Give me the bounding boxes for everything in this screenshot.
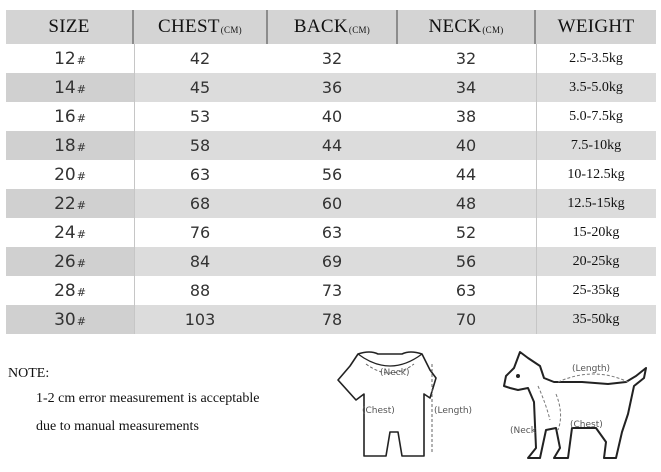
table-row bbox=[6, 160, 656, 189]
back-cell: 40 bbox=[321, 107, 343, 126]
table-row bbox=[6, 73, 656, 102]
back-cell: 78 bbox=[321, 310, 343, 329]
neck-cell: 40 bbox=[455, 136, 477, 155]
table-row bbox=[6, 276, 656, 305]
weight-cell: 7.5-10kg bbox=[570, 137, 622, 153]
weight-cell: 2.5-3.5kg bbox=[569, 50, 623, 66]
dog-neck-label: (Neck bbox=[510, 426, 536, 436]
chest-cell: 84 bbox=[189, 252, 211, 271]
table-header bbox=[6, 10, 656, 44]
dog-length-label: (Length) bbox=[572, 364, 611, 374]
back-cell: 56 bbox=[321, 165, 343, 184]
dog-chest-label: (Chest) bbox=[570, 420, 603, 430]
weight-cell: 35-50kg bbox=[572, 311, 620, 327]
dog-measure-diagram bbox=[498, 348, 656, 464]
back-cell: 69 bbox=[321, 252, 343, 271]
size-value: 22 bbox=[54, 193, 76, 214]
size-cell bbox=[6, 131, 134, 160]
weight-cell: 5.0-7.5kg bbox=[569, 108, 623, 124]
neck-cell: 48 bbox=[455, 194, 477, 213]
size-suffix: # bbox=[76, 83, 86, 96]
size-suffix: # bbox=[76, 54, 86, 67]
header-neck: NECK (CM) bbox=[398, 10, 534, 44]
chest-cell: 42 bbox=[189, 49, 211, 68]
size-suffix: # bbox=[76, 286, 86, 299]
table-row bbox=[6, 218, 656, 247]
table-row bbox=[6, 189, 656, 218]
chest-cell: 45 bbox=[189, 78, 211, 97]
table-row bbox=[6, 131, 656, 160]
size-suffix: # bbox=[76, 170, 86, 183]
table-row bbox=[6, 247, 656, 276]
note-title: NOTE: bbox=[8, 366, 50, 381]
neck-cell: 38 bbox=[455, 107, 477, 126]
note-line-1: 1-2 cm error measurement is acceptable bbox=[36, 391, 260, 406]
size-value: 30 bbox=[54, 309, 76, 330]
back-cell: 32 bbox=[321, 49, 343, 68]
neck-cell: 63 bbox=[455, 281, 477, 300]
garment-chest-label: (Chest) bbox=[362, 406, 395, 416]
size-value: 24 bbox=[54, 222, 76, 243]
size-value: 20 bbox=[54, 164, 76, 185]
garment-measure-diagram bbox=[330, 348, 490, 464]
size-cell bbox=[6, 102, 134, 131]
back-cell: 44 bbox=[321, 136, 343, 155]
weight-cell: 10-12.5kg bbox=[567, 166, 625, 182]
size-cell bbox=[6, 218, 134, 247]
chest-cell: 63 bbox=[189, 165, 211, 184]
size-cell bbox=[6, 160, 134, 189]
size-value: 14 bbox=[54, 77, 76, 98]
size-chart-table bbox=[6, 10, 656, 334]
table-body bbox=[6, 44, 656, 334]
neck-cell: 52 bbox=[455, 223, 477, 242]
table-row bbox=[6, 44, 656, 73]
size-suffix: # bbox=[76, 199, 86, 212]
back-cell: 63 bbox=[321, 223, 343, 242]
chest-cell: 58 bbox=[189, 136, 211, 155]
size-suffix: # bbox=[76, 141, 86, 154]
size-cell bbox=[6, 305, 134, 334]
weight-cell: 12.5-15kg bbox=[567, 195, 625, 211]
header-size: SIZE bbox=[6, 10, 132, 44]
size-suffix: # bbox=[76, 228, 86, 241]
size-cell bbox=[6, 276, 134, 305]
neck-cell: 44 bbox=[455, 165, 477, 184]
size-value: 12 bbox=[54, 48, 76, 69]
back-cell: 73 bbox=[321, 281, 343, 300]
table-row bbox=[6, 305, 656, 334]
weight-cell: 15-20kg bbox=[572, 224, 620, 240]
size-cell bbox=[6, 73, 134, 102]
garment-neck-label: (Neck) bbox=[380, 368, 410, 378]
size-value: 26 bbox=[54, 251, 76, 272]
size-suffix: # bbox=[76, 257, 86, 270]
neck-cell: 56 bbox=[455, 252, 477, 271]
header-back: BACK (CM) bbox=[268, 10, 396, 44]
header-weight: WEIGHT bbox=[536, 10, 656, 44]
size-cell bbox=[6, 44, 134, 73]
garment-length-label: (Length) bbox=[434, 406, 473, 416]
column-divider bbox=[134, 44, 135, 334]
neck-cell: 70 bbox=[455, 310, 477, 329]
size-suffix: # bbox=[76, 112, 86, 125]
size-value: 28 bbox=[54, 280, 76, 301]
chest-cell: 68 bbox=[189, 194, 211, 213]
header-chest: CHEST (CM) bbox=[134, 10, 266, 44]
note-line-2: due to manual measurements bbox=[36, 419, 199, 434]
chest-cell: 103 bbox=[184, 310, 216, 329]
neck-cell: 32 bbox=[455, 49, 477, 68]
size-value: 16 bbox=[54, 106, 76, 127]
weight-cell: 20-25kg bbox=[572, 253, 620, 269]
weight-cell: 3.5-5.0kg bbox=[569, 79, 623, 95]
chest-cell: 76 bbox=[189, 223, 211, 242]
back-cell: 36 bbox=[321, 78, 343, 97]
column-divider bbox=[536, 44, 537, 334]
chest-cell: 88 bbox=[189, 281, 211, 300]
size-cell bbox=[6, 247, 134, 276]
size-cell bbox=[6, 189, 134, 218]
chest-cell: 53 bbox=[189, 107, 211, 126]
weight-cell: 25-35kg bbox=[572, 282, 620, 298]
neck-cell: 34 bbox=[455, 78, 477, 97]
back-cell: 60 bbox=[321, 194, 343, 213]
table-row bbox=[6, 102, 656, 131]
size-value: 18 bbox=[54, 135, 76, 156]
size-suffix: # bbox=[76, 315, 86, 328]
